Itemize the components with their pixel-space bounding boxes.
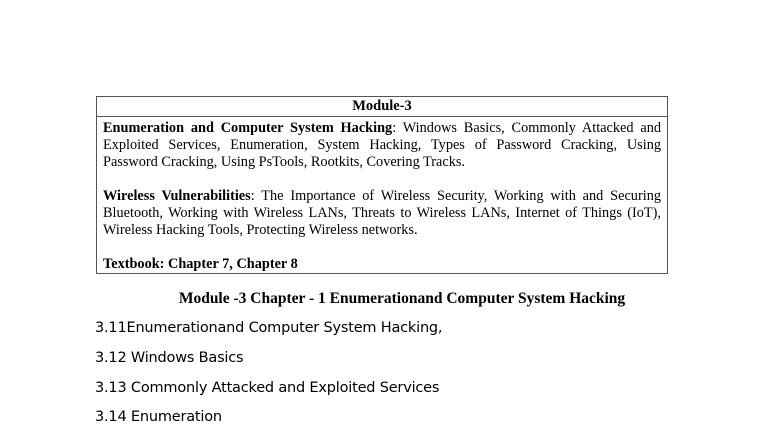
syllabus-paragraph-enumeration bbox=[103, 120, 661, 171]
chapter-heading: Module -3 Chapter - 1 Enumerationand Computer System Hacking bbox=[178, 290, 626, 307]
syllabus-heading-wireless: Wireless Vulnerabilities bbox=[103, 188, 251, 204]
module-title: Module-3 bbox=[97, 97, 667, 117]
module-syllabus-body bbox=[97, 117, 667, 273]
toc-item: 3.13 Commonly Attacked and Exploited Services bbox=[95, 380, 440, 396]
toc-item: 3.12 Windows Basics bbox=[95, 350, 244, 366]
syllabus-heading-enumeration: Enumeration and Computer System Hacking bbox=[103, 120, 393, 136]
syllabus-paragraph-wireless bbox=[103, 188, 661, 239]
toc-item: 3.11Enumerationand Computer System Hacking, bbox=[95, 320, 443, 336]
syllabus-text-enumeration: : Windows Basics, Commonly Attacked and Exploited Services, Enumeration, System Hacking, Types of Password Cracking, Using Password Cracking, Using PsTools, Rootkits, Covering Tracks. bbox=[103, 120, 662, 170]
syllabus-text-wireless: : The Importance of Wireless Security, Working with and Securing Bluetooth, Working with Wireless LANs, Threats to Wireless LANs, Internet of Things (IoT), Wireless Hacking Tools, Protecting Wireless networks. bbox=[103, 188, 661, 238]
textbook-reference: Textbook: Chapter 7, Chapter 8 bbox=[103, 256, 298, 272]
syllabus-textbook bbox=[103, 256, 661, 273]
module-syllabus-table bbox=[96, 96, 668, 274]
toc-item: 3.14 Enumeration bbox=[95, 409, 222, 425]
